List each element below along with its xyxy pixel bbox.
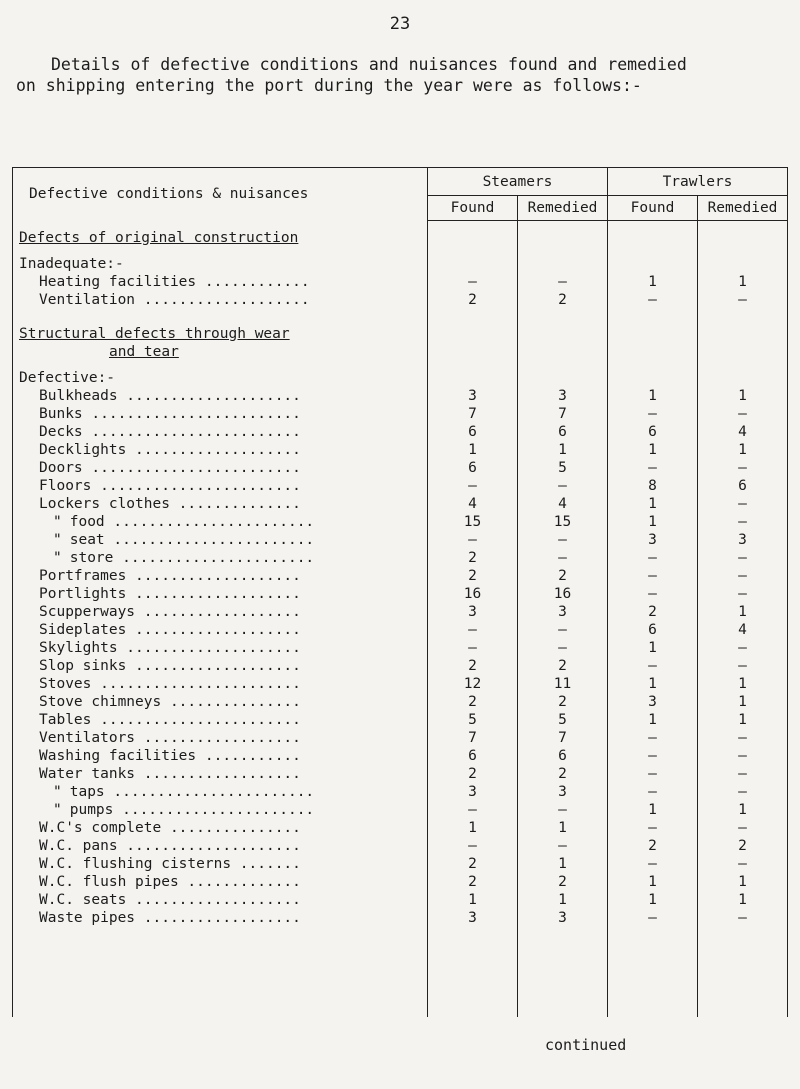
table-row [13, 387, 788, 405]
trawlers-found-value: 1 [608, 891, 698, 909]
steamers-found-value: 2 [428, 873, 518, 891]
steamers-found-value: – [428, 837, 518, 855]
table-row [13, 423, 788, 441]
steamers-remedied-value: 4 [518, 495, 608, 513]
steamers-remedied-value: 3 [518, 387, 608, 405]
intro-line-2: on shipping entering the port during the year were as follows:- [16, 76, 642, 95]
trawlers-found-value: – [608, 819, 698, 837]
ditto-mark: " [53, 801, 62, 818]
table-row [13, 405, 788, 423]
defect-name: Portlights ................... [39, 585, 301, 602]
steamers-found-value: 2 [428, 765, 518, 783]
defect-name: Scupperways .................. [39, 603, 301, 620]
section-subtitle [13, 343, 788, 361]
steamers-remedied-value: 2 [518, 657, 608, 675]
trawlers-remedied-value: – [698, 657, 788, 675]
section-title [13, 229, 788, 247]
trawlers-remedied-value: – [698, 639, 788, 657]
trawlers-found-value: 1 [608, 675, 698, 693]
trawlers-remedied-value: 1 [698, 801, 788, 819]
header-steamers: Steamers [428, 168, 608, 196]
section-title [13, 325, 788, 343]
steamers-found-value: 16 [428, 585, 518, 603]
steamers-remedied-value: – [518, 837, 608, 855]
trawlers-found-value: – [608, 729, 698, 747]
defect-name: Skylights .................... [39, 639, 301, 656]
table-row [13, 291, 788, 309]
trawlers-found-value: – [608, 585, 698, 603]
section-label-text: Defective:- [19, 369, 116, 386]
trawlers-remedied-value: – [698, 765, 788, 783]
steamers-found-value: – [428, 639, 518, 657]
trawlers-remedied-value: 4 [698, 423, 788, 441]
steamers-remedied-value: – [518, 549, 608, 567]
table-row [13, 621, 788, 639]
trawlers-remedied-value: 2 [698, 837, 788, 855]
header-trawlers: Trawlers [608, 168, 788, 196]
steamers-remedied-value: 6 [518, 423, 608, 441]
steamers-found-value: 2 [428, 693, 518, 711]
table-body [13, 220, 788, 1017]
defect-name: Stove chimneys ............... [39, 693, 301, 710]
spacer-row [13, 927, 788, 1017]
defect-name: pumps ...................... [69, 801, 315, 818]
ditto-mark: " [53, 531, 62, 548]
steamers-found-value: 6 [428, 459, 518, 477]
steamers-remedied-value: 2 [518, 693, 608, 711]
trawlers-found-value: – [608, 657, 698, 675]
defect-name: Water tanks .................. [39, 765, 301, 782]
trawlers-remedied-value: 1 [698, 273, 788, 291]
spacer-row [13, 309, 788, 325]
trawlers-remedied-value: 4 [698, 621, 788, 639]
trawlers-remedied-value: – [698, 855, 788, 873]
table-row [13, 513, 788, 531]
trawlers-found-value: 2 [608, 837, 698, 855]
header-description: Defective conditions & nuisances [13, 168, 428, 221]
section-title-text: Defects of original construction [19, 229, 299, 246]
steamers-found-value: – [428, 531, 518, 549]
defect-name: Lockers clothes .............. [39, 495, 301, 512]
spacer-row [13, 247, 788, 255]
trawlers-found-value: – [608, 291, 698, 309]
header-steamers-found: Found [428, 196, 518, 220]
defect-name: taps ....................... [69, 783, 315, 800]
ditto-mark: " [53, 783, 62, 800]
trawlers-remedied-value: 1 [698, 891, 788, 909]
steamers-remedied-value: 3 [518, 909, 608, 927]
trawlers-remedied-value: 3 [698, 531, 788, 549]
trawlers-found-value: 1 [608, 441, 698, 459]
trawlers-remedied-value: – [698, 783, 788, 801]
steamers-found-value: 7 [428, 405, 518, 423]
trawlers-found-value: 1 [608, 495, 698, 513]
trawlers-remedied-value: – [698, 729, 788, 747]
defect-name: Bunks ........................ [39, 405, 301, 422]
steamers-remedied-value: 2 [518, 291, 608, 309]
steamers-remedied-value: 6 [518, 747, 608, 765]
defect-name: Decklights ................... [39, 441, 301, 458]
steamers-found-value: 2 [428, 291, 518, 309]
trawlers-remedied-value: 1 [698, 603, 788, 621]
defect-name: Tables ....................... [39, 711, 301, 728]
table-row [13, 765, 788, 783]
defect-name: Slop sinks ................... [39, 657, 301, 674]
table-row [13, 459, 788, 477]
trawlers-remedied-value: – [698, 549, 788, 567]
trawlers-found-value: – [608, 405, 698, 423]
trawlers-remedied-value: – [698, 459, 788, 477]
defect-name: Washing facilities ........... [39, 747, 301, 764]
steamers-found-value: 6 [428, 423, 518, 441]
section-label [13, 369, 788, 387]
steamers-remedied-value: 16 [518, 585, 608, 603]
steamers-found-value: – [428, 477, 518, 495]
trawlers-remedied-value: – [698, 513, 788, 531]
defect-name: store ...................... [69, 549, 315, 566]
defect-name: Sideplates ................... [39, 621, 301, 638]
table-row [13, 273, 788, 291]
steamers-remedied-value: 7 [518, 405, 608, 423]
defect-name: Doors ........................ [39, 459, 301, 476]
trawlers-found-value: 1 [608, 801, 698, 819]
section-label [13, 255, 788, 273]
steamers-found-value: 2 [428, 855, 518, 873]
trawlers-found-value: – [608, 855, 698, 873]
trawlers-found-value: 6 [608, 423, 698, 441]
steamers-found-value: 3 [428, 909, 518, 927]
table-row [13, 639, 788, 657]
steamers-found-value: 7 [428, 729, 518, 747]
defect-name: Ventilators .................. [39, 729, 301, 746]
table-row [13, 873, 788, 891]
defect-name: seat ....................... [69, 531, 315, 548]
table-row [13, 837, 788, 855]
table-row [13, 657, 788, 675]
steamers-remedied-value: 3 [518, 783, 608, 801]
steamers-found-value: 2 [428, 567, 518, 585]
trawlers-found-value: 1 [608, 387, 698, 405]
trawlers-found-value: 1 [608, 711, 698, 729]
defect-name: W.C. flush pipes ............. [39, 873, 301, 890]
trawlers-found-value: 2 [608, 603, 698, 621]
steamers-remedied-value: 2 [518, 567, 608, 585]
table-row [13, 711, 788, 729]
steamers-found-value: 2 [428, 549, 518, 567]
trawlers-found-value: 1 [608, 639, 698, 657]
steamers-remedied-value: 1 [518, 855, 608, 873]
trawlers-found-value: – [608, 459, 698, 477]
table-row [13, 585, 788, 603]
trawlers-remedied-value: 1 [698, 441, 788, 459]
trawlers-found-value: – [608, 909, 698, 927]
trawlers-remedied-value: – [698, 567, 788, 585]
defect-name: Heating facilities ............ [39, 273, 310, 290]
section-subtitle-text: and tear [109, 343, 179, 360]
steamers-found-value: 2 [428, 657, 518, 675]
steamers-found-value: 3 [428, 783, 518, 801]
steamers-remedied-value: – [518, 639, 608, 657]
page-number: 23 [389, 14, 411, 34]
steamers-remedied-value: 1 [518, 819, 608, 837]
table-row [13, 441, 788, 459]
trawlers-found-value: 1 [608, 273, 698, 291]
section-title-text: Structural defects through wear [19, 325, 290, 342]
defect-name: Bulkheads .................... [39, 387, 301, 404]
trawlers-remedied-value: 1 [698, 711, 788, 729]
trawlers-found-value: 8 [608, 477, 698, 495]
steamers-remedied-value: 5 [518, 711, 608, 729]
table-row [13, 675, 788, 693]
defect-name: Decks ........................ [39, 423, 301, 440]
intro-paragraph [16, 54, 791, 96]
steamers-remedied-value: – [518, 477, 608, 495]
steamers-found-value: 1 [428, 441, 518, 459]
trawlers-found-value: – [608, 549, 698, 567]
defect-name: Waste pipes .................. [39, 909, 301, 926]
steamers-found-value: 15 [428, 513, 518, 531]
continued-note: continued [545, 1036, 627, 1054]
header-trawlers-remedied: Remedied [698, 196, 788, 220]
trawlers-found-value: 6 [608, 621, 698, 639]
defect-name: W.C's complete ............... [39, 819, 301, 836]
trawlers-found-value: – [608, 783, 698, 801]
steamers-found-value: 1 [428, 819, 518, 837]
trawlers-found-value: 1 [608, 873, 698, 891]
steamers-remedied-value: 15 [518, 513, 608, 531]
steamers-remedied-value: 2 [518, 765, 608, 783]
section-label-text: Inadequate:- [19, 255, 124, 272]
steamers-remedied-value: 5 [518, 459, 608, 477]
steamers-found-value: 6 [428, 747, 518, 765]
header-trawlers-found: Found [608, 196, 698, 220]
table-row [13, 693, 788, 711]
trawlers-remedied-value: – [698, 291, 788, 309]
trawlers-remedied-value: 1 [698, 675, 788, 693]
table-row [13, 603, 788, 621]
table-row [13, 909, 788, 927]
steamers-found-value: 1 [428, 891, 518, 909]
spacer-row [13, 361, 788, 369]
table-row [13, 729, 788, 747]
trawlers-remedied-value: – [698, 819, 788, 837]
steamers-remedied-value: – [518, 531, 608, 549]
trawlers-found-value: 3 [608, 531, 698, 549]
trawlers-remedied-value: 6 [698, 477, 788, 495]
table-row [13, 783, 788, 801]
steamers-remedied-value: – [518, 273, 608, 291]
steamers-remedied-value: 1 [518, 441, 608, 459]
steamers-found-value: 3 [428, 603, 518, 621]
trawlers-remedied-value: 1 [698, 873, 788, 891]
trawlers-found-value: – [608, 765, 698, 783]
table-row [13, 891, 788, 909]
table-row [13, 495, 788, 513]
defect-name: Ventilation ................... [39, 291, 310, 308]
steamers-remedied-value: 7 [518, 729, 608, 747]
trawlers-remedied-value: – [698, 747, 788, 765]
steamers-found-value: 5 [428, 711, 518, 729]
trawlers-remedied-value: – [698, 909, 788, 927]
steamers-remedied-value: 11 [518, 675, 608, 693]
defect-name: Portframes ................... [39, 567, 301, 584]
trawlers-found-value: 3 [608, 693, 698, 711]
steamers-found-value: – [428, 273, 518, 291]
steamers-found-value: – [428, 801, 518, 819]
steamers-remedied-value: – [518, 801, 608, 819]
trawlers-found-value: – [608, 567, 698, 585]
steamers-found-value: 3 [428, 387, 518, 405]
defect-name: W.C. flushing cisterns ....... [39, 855, 301, 872]
table-row [13, 549, 788, 567]
table-row [13, 801, 788, 819]
steamers-found-value: 12 [428, 675, 518, 693]
table-row [13, 747, 788, 765]
table-row [13, 531, 788, 549]
steamers-remedied-value: – [518, 621, 608, 639]
trawlers-remedied-value: 1 [698, 693, 788, 711]
steamers-remedied-value: 1 [518, 891, 608, 909]
steamers-remedied-value: 3 [518, 603, 608, 621]
defect-name: W.C. seats ................... [39, 891, 301, 908]
ditto-mark: " [53, 513, 62, 530]
defect-name: food ....................... [69, 513, 315, 530]
defects-table [12, 167, 788, 1017]
trawlers-remedied-value: – [698, 405, 788, 423]
defect-name: W.C. pans .................... [39, 837, 301, 854]
table-row [13, 819, 788, 837]
steamers-found-value: – [428, 621, 518, 639]
trawlers-remedied-value: 1 [698, 387, 788, 405]
trawlers-found-value: 1 [608, 513, 698, 531]
table-row [13, 855, 788, 873]
ditto-mark: " [53, 549, 62, 566]
steamers-found-value: 4 [428, 495, 518, 513]
header-steamers-remedied: Remedied [518, 196, 608, 220]
steamers-remedied-value: 2 [518, 873, 608, 891]
defect-name: Stoves ....................... [39, 675, 301, 692]
spacer-row [13, 220, 788, 229]
table-row [13, 567, 788, 585]
trawlers-remedied-value: – [698, 495, 788, 513]
defect-name: Floors ....................... [39, 477, 301, 494]
trawlers-remedied-value: – [698, 585, 788, 603]
intro-line-1: Details of defective conditions and nuisances found and remedied [51, 55, 687, 74]
table-row [13, 477, 788, 495]
trawlers-found-value: – [608, 747, 698, 765]
